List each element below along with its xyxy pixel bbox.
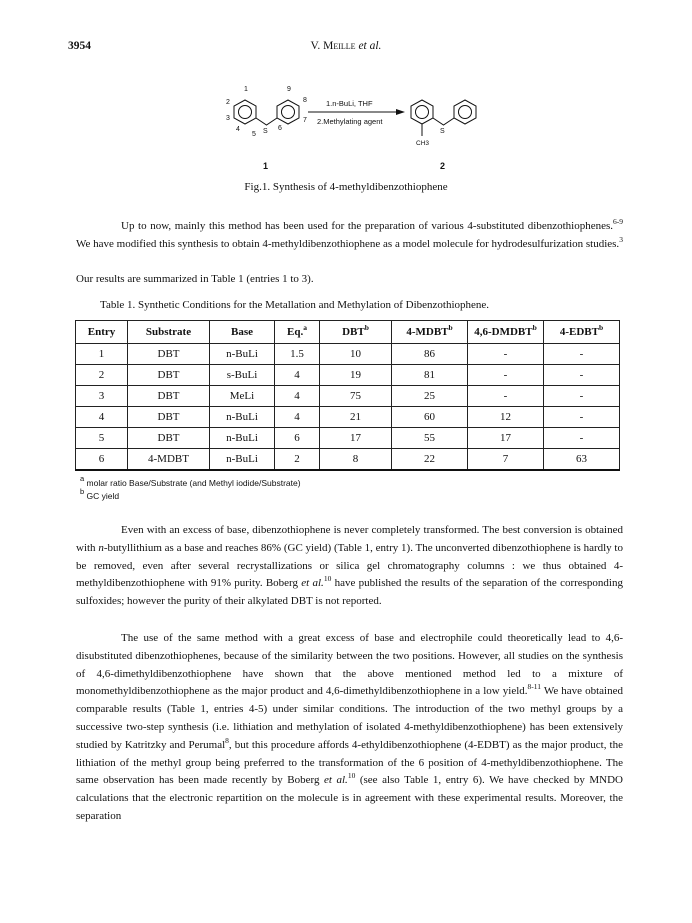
body-paragraph-1: Up to now, mainly this method has been used for the preparation of various 4-substituted dibenzothiophenes.$^{6-9}$ We have modified this synthesis to obtain 4-methyldibenzothiophene as a model molecule for hydrodesulfurization studies.$^3$ — [76, 217, 623, 250]
table-cell: 5 — [76, 428, 128, 449]
table-cell: 2 — [275, 449, 320, 471]
atom-number-8: 8 — [303, 97, 307, 104]
table-cell: DBT — [128, 386, 210, 407]
table-cell: 6 — [76, 449, 128, 471]
atom-number-9: 9 — [287, 86, 291, 93]
reaction-scheme — [200, 78, 520, 173]
table-row — [76, 449, 620, 471]
table-cell: 10 — [320, 344, 392, 365]
table-cell: - — [544, 428, 620, 449]
compound-number-1: 1 — [263, 161, 269, 171]
body-paragraph-4: The use of the same method with a great excess of base and electrophile could theoretically lead to 4,6-disubstituted dibenzothiophenes, because of the similarity between the two positions. However, all studies on the synthesis of 4,6-dimethyldibenzothiophene have shown that the above mentioned method led to a mixture of monomethyldibenzothiophene as the major product and 4,6-dimethyldibenzothiophene in a low yield.$^{8-11}$ We have obtained comparable results (Table 1, entries 4-5) under similar conditions. The introduction of the two methyl groups by a successive two-step synthesis (i.e. lithiation and methylation of isolated 4-methyldibenzothiophene) has been extensively studied by Katritzky and Perumal$^8$, but this procedure affords 4-ethyldibenzothiophene (4-EDBT) as the major product, the lithiation of the methyl group being preferred to the transformation of the 6 position of 4-methyldibenzothiophene. The same observation has been made recently by Boberg et al.$^{10}$ (see also Table 1, entry 6). We have checked by MNDO calculations that the electronic repartition on the molecule is in agreement with these experimental results. Moreover, the separation — [76, 632, 624, 822]
table-caption: Table 1. Synthetic Conditions for the Metallation and Methylation of Dibenzothiophene. — [100, 299, 490, 311]
table-cell: MeLi — [210, 386, 275, 407]
running-author: V. Meille et al. — [310, 40, 382, 52]
dbt-thiophene-bridge — [256, 118, 277, 125]
running-header — [68, 40, 624, 56]
figure-caption: Fig.1. Synthesis of 4-methyldibenzothiophene — [244, 181, 448, 193]
methyl-label: CH3 — [416, 140, 430, 147]
table-cell: 4 — [76, 407, 128, 428]
table-cell: 81 — [392, 365, 468, 386]
page-number: 3954 — [68, 40, 91, 52]
column-header: Eq.$^a$ — [275, 321, 320, 344]
table-cell: 2 — [76, 365, 128, 386]
table-cell: 1.5 — [275, 344, 320, 365]
dbt-right-ring — [277, 100, 299, 124]
table-cell: 4 — [275, 386, 320, 407]
table-cell: n-BuLi — [210, 428, 275, 449]
table-cell: n-BuLi — [210, 344, 275, 365]
table-cell: DBT — [128, 365, 210, 386]
atom-number-6: 6 — [278, 125, 282, 132]
dbt-left-ring — [234, 100, 256, 124]
table-cell: DBT — [128, 428, 210, 449]
reaction-arrow-head — [396, 109, 405, 115]
table-cell: 6 — [275, 428, 320, 449]
atom-number-7: 7 — [303, 117, 307, 124]
table-cell: 21 — [320, 407, 392, 428]
table-cell: - — [544, 386, 620, 407]
column-header: DBT$^b$ — [320, 321, 392, 344]
reagent-step-1: 1.n-BuLi, THF — [326, 99, 373, 108]
mdbt-right-ring — [454, 100, 476, 124]
table-row — [76, 428, 620, 449]
table-row — [76, 365, 620, 386]
table-cell: 19 — [320, 365, 392, 386]
table-footnote-a: $^a$ molar ratio Base/Substrate (and Methyl iodide/Substrate) — [80, 474, 301, 488]
table-cell: 25 — [392, 386, 468, 407]
sulfur-atom-left: S — [263, 128, 268, 135]
table-cell: - — [544, 344, 620, 365]
table-cell: DBT — [128, 407, 210, 428]
table-cell: - — [544, 365, 620, 386]
table-cell: 3 — [76, 386, 128, 407]
table-cell: - — [544, 407, 620, 428]
synthesis-conditions-table — [75, 320, 620, 471]
table-cell: 63 — [544, 449, 620, 471]
table-cell: - — [468, 344, 544, 365]
sulfur-atom-right: S — [440, 128, 445, 135]
table-cell: 7 — [468, 449, 544, 471]
table-cell: - — [468, 386, 544, 407]
table-cell: 55 — [392, 428, 468, 449]
atom-number-2: 2 — [226, 99, 230, 106]
table-cell: 75 — [320, 386, 392, 407]
table-cell: - — [468, 365, 544, 386]
body-paragraph-2: Our results are summarized in Table 1 (entries 1 to 3). — [76, 273, 314, 285]
compound-number-2: 2 — [440, 161, 446, 171]
reagent-step-2: 2.Methylating agent — [317, 117, 383, 126]
column-header: 4,6-DMDBT$^b$ — [468, 321, 544, 344]
table-row — [76, 344, 620, 365]
table-cell: 4 — [275, 365, 320, 386]
table-cell: n-BuLi — [210, 449, 275, 471]
table-cell: 1 — [76, 344, 128, 365]
body-paragraph-3: Even with an excess of base, dibenzothiophene is never completely transformed. The best conversion is obtained with n-butyllithium as a base and reaches 86% (GC yield) (Table 1, entry 1). The unconverted dibenzothiophene is hardly to be removed, even after several recrystallizations or silica gel chromatography columns : we thus obtained 4-methyldibenzothiophene with 91% purity. Boberg et al.$^{10}$ have published the results of the separation of the corresponding sulfoxides; however the purity of their alkylated DBT is not reported. — [76, 524, 623, 608]
table-cell: DBT — [128, 344, 210, 365]
table-cell: 17 — [320, 428, 392, 449]
atom-number-5: 5 — [252, 131, 256, 138]
table-cell: 17 — [468, 428, 544, 449]
table-row — [76, 386, 620, 407]
column-header: 4-EDBT$^b$ — [544, 321, 620, 344]
column-header: Base — [210, 321, 275, 344]
reaction-scheme-drawing — [200, 78, 520, 173]
atom-number-1: 1 — [244, 86, 248, 93]
table-cell: 8 — [320, 449, 392, 471]
mdbt-left-ring — [411, 100, 433, 124]
atom-number-3: 3 — [226, 115, 230, 122]
table-cell: 12 — [468, 407, 544, 428]
column-header: 4-MDBT$^b$ — [392, 321, 468, 344]
table-row — [76, 407, 620, 428]
table-cell: s-BuLi — [210, 365, 275, 386]
table-cell: n-BuLi — [210, 407, 275, 428]
table-header-row — [76, 321, 620, 344]
table-footnote-b: $^b$ GC yield — [80, 487, 120, 501]
table-cell: 4 — [275, 407, 320, 428]
column-header: Substrate — [128, 321, 210, 344]
table-cell: 60 — [392, 407, 468, 428]
table-cell: 86 — [392, 344, 468, 365]
atom-number-4: 4 — [236, 126, 240, 133]
column-header: Entry — [76, 321, 128, 344]
table-cell: 22 — [392, 449, 468, 471]
table-cell: 4-MDBT — [128, 449, 210, 471]
mdbt-thiophene-bridge — [433, 118, 454, 125]
